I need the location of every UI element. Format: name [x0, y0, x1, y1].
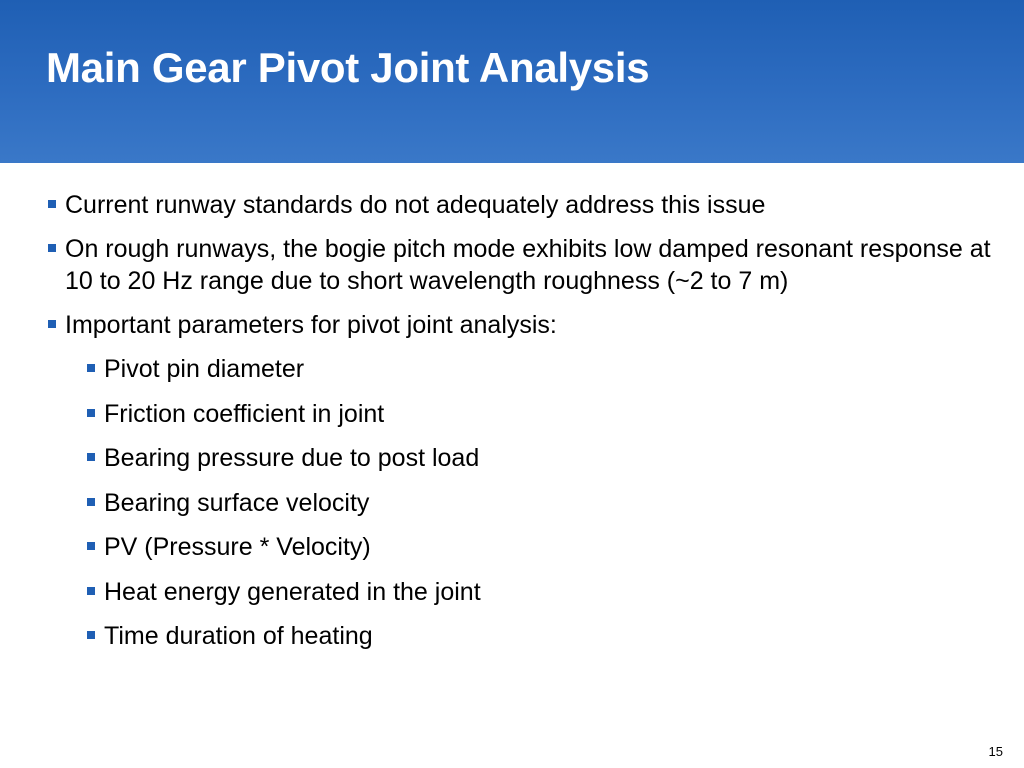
bullet-text: PV (Pressure * Velocity) [104, 533, 371, 561]
square-bullet-icon [87, 498, 95, 506]
square-bullet-icon [48, 320, 56, 328]
bullet-text: Current runway standards do not adequately address this issue [65, 191, 766, 219]
sub-bullet-item [46, 398, 996, 430]
square-bullet-icon [87, 409, 95, 417]
square-bullet-icon [87, 364, 95, 372]
bullet-text: Important parameters for pivot joint analysis: [65, 311, 557, 339]
bullet-text: Bearing surface velocity [104, 488, 370, 517]
square-bullet-icon [48, 200, 56, 208]
title-banner [0, 0, 1024, 163]
sub-bullet-item [46, 442, 996, 474]
slide-title: Main Gear Pivot Joint Analysis [46, 44, 650, 91]
square-bullet-icon [87, 587, 95, 595]
bullet-item [46, 233, 996, 297]
sub-bullet-item [46, 531, 996, 563]
square-bullet-icon [87, 631, 95, 639]
sub-bullet-item [46, 576, 996, 608]
square-bullet-icon [48, 244, 56, 252]
bullet-text: Pivot pin diameter [104, 355, 305, 383]
square-bullet-icon [87, 453, 95, 461]
sub-bullet-item [46, 487, 996, 519]
bullet-item [46, 309, 996, 341]
bullet-text: Heat energy generated in the joint [104, 577, 481, 606]
sub-bullet-item [46, 353, 996, 385]
sub-bullet-item [46, 620, 996, 652]
bullet-list [46, 189, 996, 665]
bullet-text: Bearing pressure due to post load [104, 444, 480, 472]
page-number: 15 [988, 744, 1003, 759]
bullet-text: Friction coefficient in joint [104, 399, 385, 428]
bullet-text: On rough runways, the bogie pitch mode exhibits low damped resonant response at 10 to 20 Hz range due to short wavelength roughness (~2 to 7 m) [65, 235, 991, 295]
bullet-text: Time duration of heating [104, 622, 373, 650]
bullet-item [46, 189, 996, 221]
square-bullet-icon [87, 542, 95, 550]
